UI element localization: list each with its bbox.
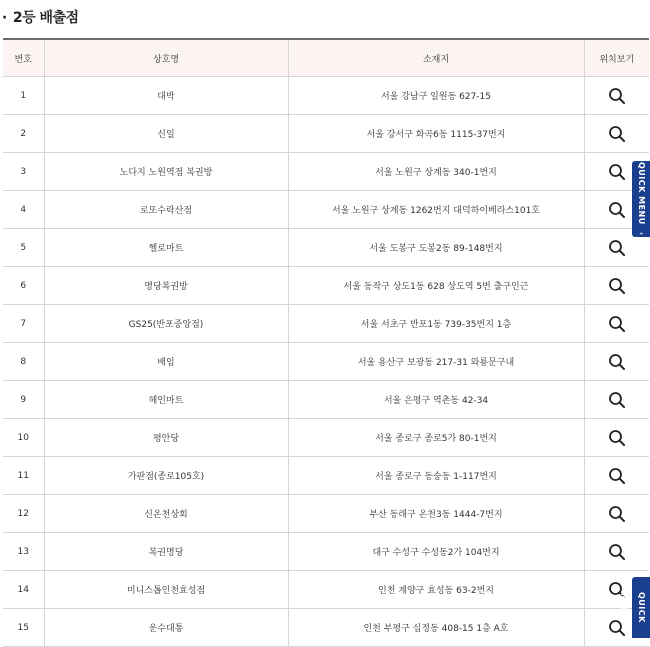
- store-address: 인천 계양구 효성동 63-2번지: [288, 571, 584, 609]
- table-row: [3, 457, 649, 495]
- table-header-row: [3, 39, 649, 77]
- store-address: 인천 부평구 십정동 408-15 1층 A호: [288, 609, 584, 647]
- view-location-cell: [584, 533, 649, 571]
- table-row: [3, 153, 649, 191]
- table-row: [3, 571, 649, 609]
- store-address: 서울 동작구 상도1동 628 상도역 5번 출구인근: [288, 267, 584, 305]
- table-row: [3, 305, 649, 343]
- quick-menu-label-lower: QUICK MENU: [619, 592, 646, 623]
- quick-menu-button[interactable]: [632, 161, 650, 237]
- store-name: 헬로마트: [44, 229, 288, 267]
- store-address: 서울 강서구 화곡6동 1115-37번지: [288, 115, 584, 153]
- store-name: 복권명당: [44, 533, 288, 571]
- view-location-cell: [584, 343, 649, 381]
- section-title-text: 2등 배출점: [12, 10, 79, 26]
- row-number: 10: [3, 419, 44, 457]
- search-icon[interactable]: [607, 200, 627, 220]
- store-address: 서울 서초구 반포1동 739-35번지 1층: [288, 305, 584, 343]
- row-number: 14: [3, 571, 44, 609]
- table-row: [3, 267, 649, 305]
- row-number: 6: [3, 267, 44, 305]
- row-number: 2: [3, 115, 44, 153]
- row-number: 5: [3, 229, 44, 267]
- table-row: [3, 77, 649, 115]
- row-number: 4: [3, 191, 44, 229]
- table-row: [3, 609, 649, 647]
- table-row: [3, 343, 649, 381]
- search-icon[interactable]: [607, 276, 627, 296]
- store-address: 서울 강남구 일원동 627-15: [288, 77, 584, 115]
- table-row: [3, 495, 649, 533]
- row-number: 9: [3, 381, 44, 419]
- row-number: 11: [3, 457, 44, 495]
- row-number: 12: [3, 495, 44, 533]
- store-name: 노다지 노원역점 복권방: [44, 153, 288, 191]
- store-address: 서울 노원구 상계동 1262번지 대덕하이베라스101호: [288, 191, 584, 229]
- search-icon[interactable]: [607, 314, 627, 334]
- store-address: 대구 수성구 수성동2가 104번지: [288, 533, 584, 571]
- store-name: 헤인마트: [44, 381, 288, 419]
- search-icon[interactable]: [607, 124, 627, 144]
- store-address: 서울 은평구 역촌동 42-34: [288, 381, 584, 419]
- table-row: [3, 533, 649, 571]
- quick-menu-button-lower[interactable]: [619, 577, 650, 638]
- quick-menu-label: QUICK MENU: [637, 162, 646, 225]
- store-name: 로또수락산점: [44, 191, 288, 229]
- search-icon[interactable]: [607, 504, 627, 524]
- store-name: 배임: [44, 343, 288, 381]
- chevron-left-icon: ‹: [637, 232, 646, 236]
- view-location-cell: [584, 419, 649, 457]
- row-number: 8: [3, 343, 44, 381]
- section-title: [2, 6, 79, 30]
- view-location-cell: [584, 457, 649, 495]
- search-icon[interactable]: [607, 352, 627, 372]
- row-number: 1: [3, 77, 44, 115]
- table-row: [3, 115, 649, 153]
- search-icon[interactable]: [607, 428, 627, 448]
- store-name: 명당복권방: [44, 267, 288, 305]
- search-icon[interactable]: [607, 390, 627, 410]
- view-location-cell: [584, 77, 649, 115]
- store-name: GS25(반포중앙점): [44, 305, 288, 343]
- row-number: 7: [3, 305, 44, 343]
- search-icon[interactable]: [607, 86, 627, 106]
- table-row: [3, 381, 649, 419]
- search-icon[interactable]: [607, 238, 627, 258]
- view-location-cell: [584, 495, 649, 533]
- view-location-cell: [584, 381, 649, 419]
- store-address: 서울 노원구 상계동 340-1번지: [288, 153, 584, 191]
- store-name: 미니스톱인천효성점: [44, 571, 288, 609]
- row-number: 3: [3, 153, 44, 191]
- store-name: 평안당: [44, 419, 288, 457]
- search-icon[interactable]: [607, 162, 627, 182]
- search-icon[interactable]: [607, 466, 627, 486]
- view-location-cell: [584, 305, 649, 343]
- store-address: 서울 도봉구 도봉2동 89-148번지: [288, 229, 584, 267]
- header-no: 번호: [3, 39, 44, 77]
- store-name: 가판점(종로105호): [44, 457, 288, 495]
- store-name: 대박: [44, 77, 288, 115]
- view-location-cell: [584, 115, 649, 153]
- search-icon[interactable]: [607, 542, 627, 562]
- row-number: 15: [3, 609, 44, 647]
- store-address: 서울 용산구 보광동 217-31 와룡문구내: [288, 343, 584, 381]
- store-name: 신일: [44, 115, 288, 153]
- store-address: 서울 종로구 동숭동 1-117번지: [288, 457, 584, 495]
- store-name: 신온천상회: [44, 495, 288, 533]
- table-row: [3, 191, 649, 229]
- header-view: 위치보기: [584, 39, 649, 77]
- store-name: 운수대통: [44, 609, 288, 647]
- table-row: [3, 229, 649, 267]
- header-name: 상호명: [44, 39, 288, 77]
- store-address: 서울 종로구 종로5가 80-1번지: [288, 419, 584, 457]
- store-address: 부산 동래구 온천3동 1444-7번지: [288, 495, 584, 533]
- table-row: [3, 419, 649, 457]
- title-bullet: ·: [2, 10, 7, 26]
- winning-stores-table: [3, 38, 649, 647]
- row-number: 13: [3, 533, 44, 571]
- view-location-cell: [584, 267, 649, 305]
- header-address: 소재지: [288, 39, 584, 77]
